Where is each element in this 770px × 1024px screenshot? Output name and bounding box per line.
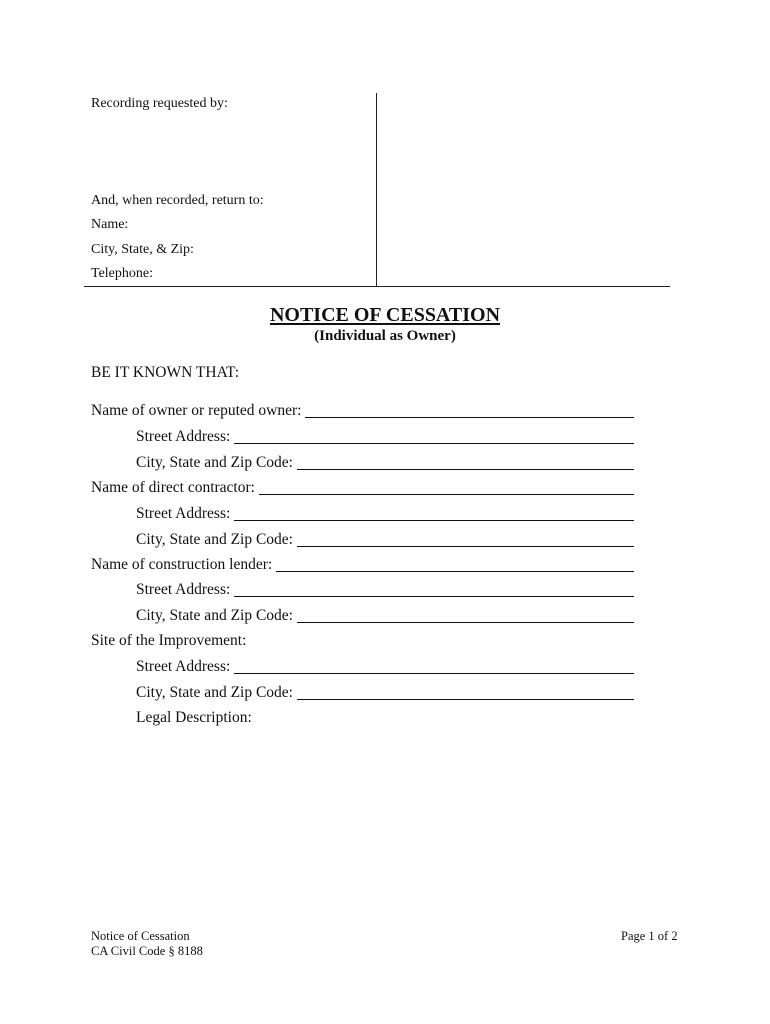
lender-city-label: City, State and Zip Code: <box>136 607 293 624</box>
owner-name-row <box>91 398 634 420</box>
owner-city-row <box>136 450 634 472</box>
lender-street-row <box>136 577 634 599</box>
owner-street-label: Street Address: <box>136 428 231 445</box>
document-title: NOTICE OF CESSATION <box>269 304 501 326</box>
contractor-name-row <box>91 475 634 497</box>
owner-city-label: City, State and Zip Code: <box>136 454 293 471</box>
return-telephone-label: Telephone: <box>91 266 153 281</box>
owner-city-field[interactable] <box>297 451 634 470</box>
footer-document-name: Notice of Cessation <box>91 929 190 943</box>
site-city-label: City, State and Zip Code: <box>136 684 293 701</box>
document-subtitle: (Individual as Owner) <box>314 328 456 344</box>
legal-description-label: Legal Description: <box>136 709 252 726</box>
site-street-row <box>136 654 634 676</box>
contractor-name-field[interactable] <box>259 476 634 495</box>
recording-requested-by-label: Recording requested by: <box>91 96 228 111</box>
lender-street-field[interactable] <box>234 578 634 597</box>
owner-name-label: Name of owner or reputed owner: <box>91 402 302 419</box>
intro-text: BE IT KNOWN THAT: <box>91 364 240 381</box>
contractor-city-field[interactable] <box>297 528 634 547</box>
footer-civil-code: CA Civil Code § 8188 <box>91 944 203 958</box>
contractor-city-row <box>136 527 634 549</box>
contractor-street-label: Street Address: <box>136 505 231 522</box>
lender-name-row <box>91 552 634 574</box>
recording-block-horizontal-divider <box>84 286 670 287</box>
return-city-state-zip-label: City, State, & Zip: <box>91 242 194 257</box>
owner-name-field[interactable] <box>305 399 634 418</box>
site-street-label: Street Address: <box>136 658 231 675</box>
return-to-label: And, when recorded, return to: <box>91 193 264 208</box>
recording-block-vertical-divider <box>376 93 377 286</box>
contractor-street-field[interactable] <box>234 502 634 521</box>
lender-name-field[interactable] <box>276 553 634 572</box>
lender-name-label: Name of construction lender: <box>91 556 273 573</box>
owner-street-row <box>136 424 634 446</box>
footer-page-number: Page 1 of 2 <box>621 929 678 943</box>
site-city-row <box>136 680 634 702</box>
return-name-label: Name: <box>91 217 129 232</box>
lender-city-field[interactable] <box>297 604 634 623</box>
contractor-name-label: Name of direct contractor: <box>91 479 255 496</box>
owner-street-field[interactable] <box>234 425 634 444</box>
contractor-street-row <box>136 501 634 523</box>
site-street-field[interactable] <box>234 655 634 674</box>
contractor-city-label: City, State and Zip Code: <box>136 531 293 548</box>
lender-street-label: Street Address: <box>136 581 231 598</box>
lender-city-row <box>136 603 634 625</box>
site-heading: Site of the Improvement: <box>91 632 247 649</box>
site-city-field[interactable] <box>297 681 634 700</box>
